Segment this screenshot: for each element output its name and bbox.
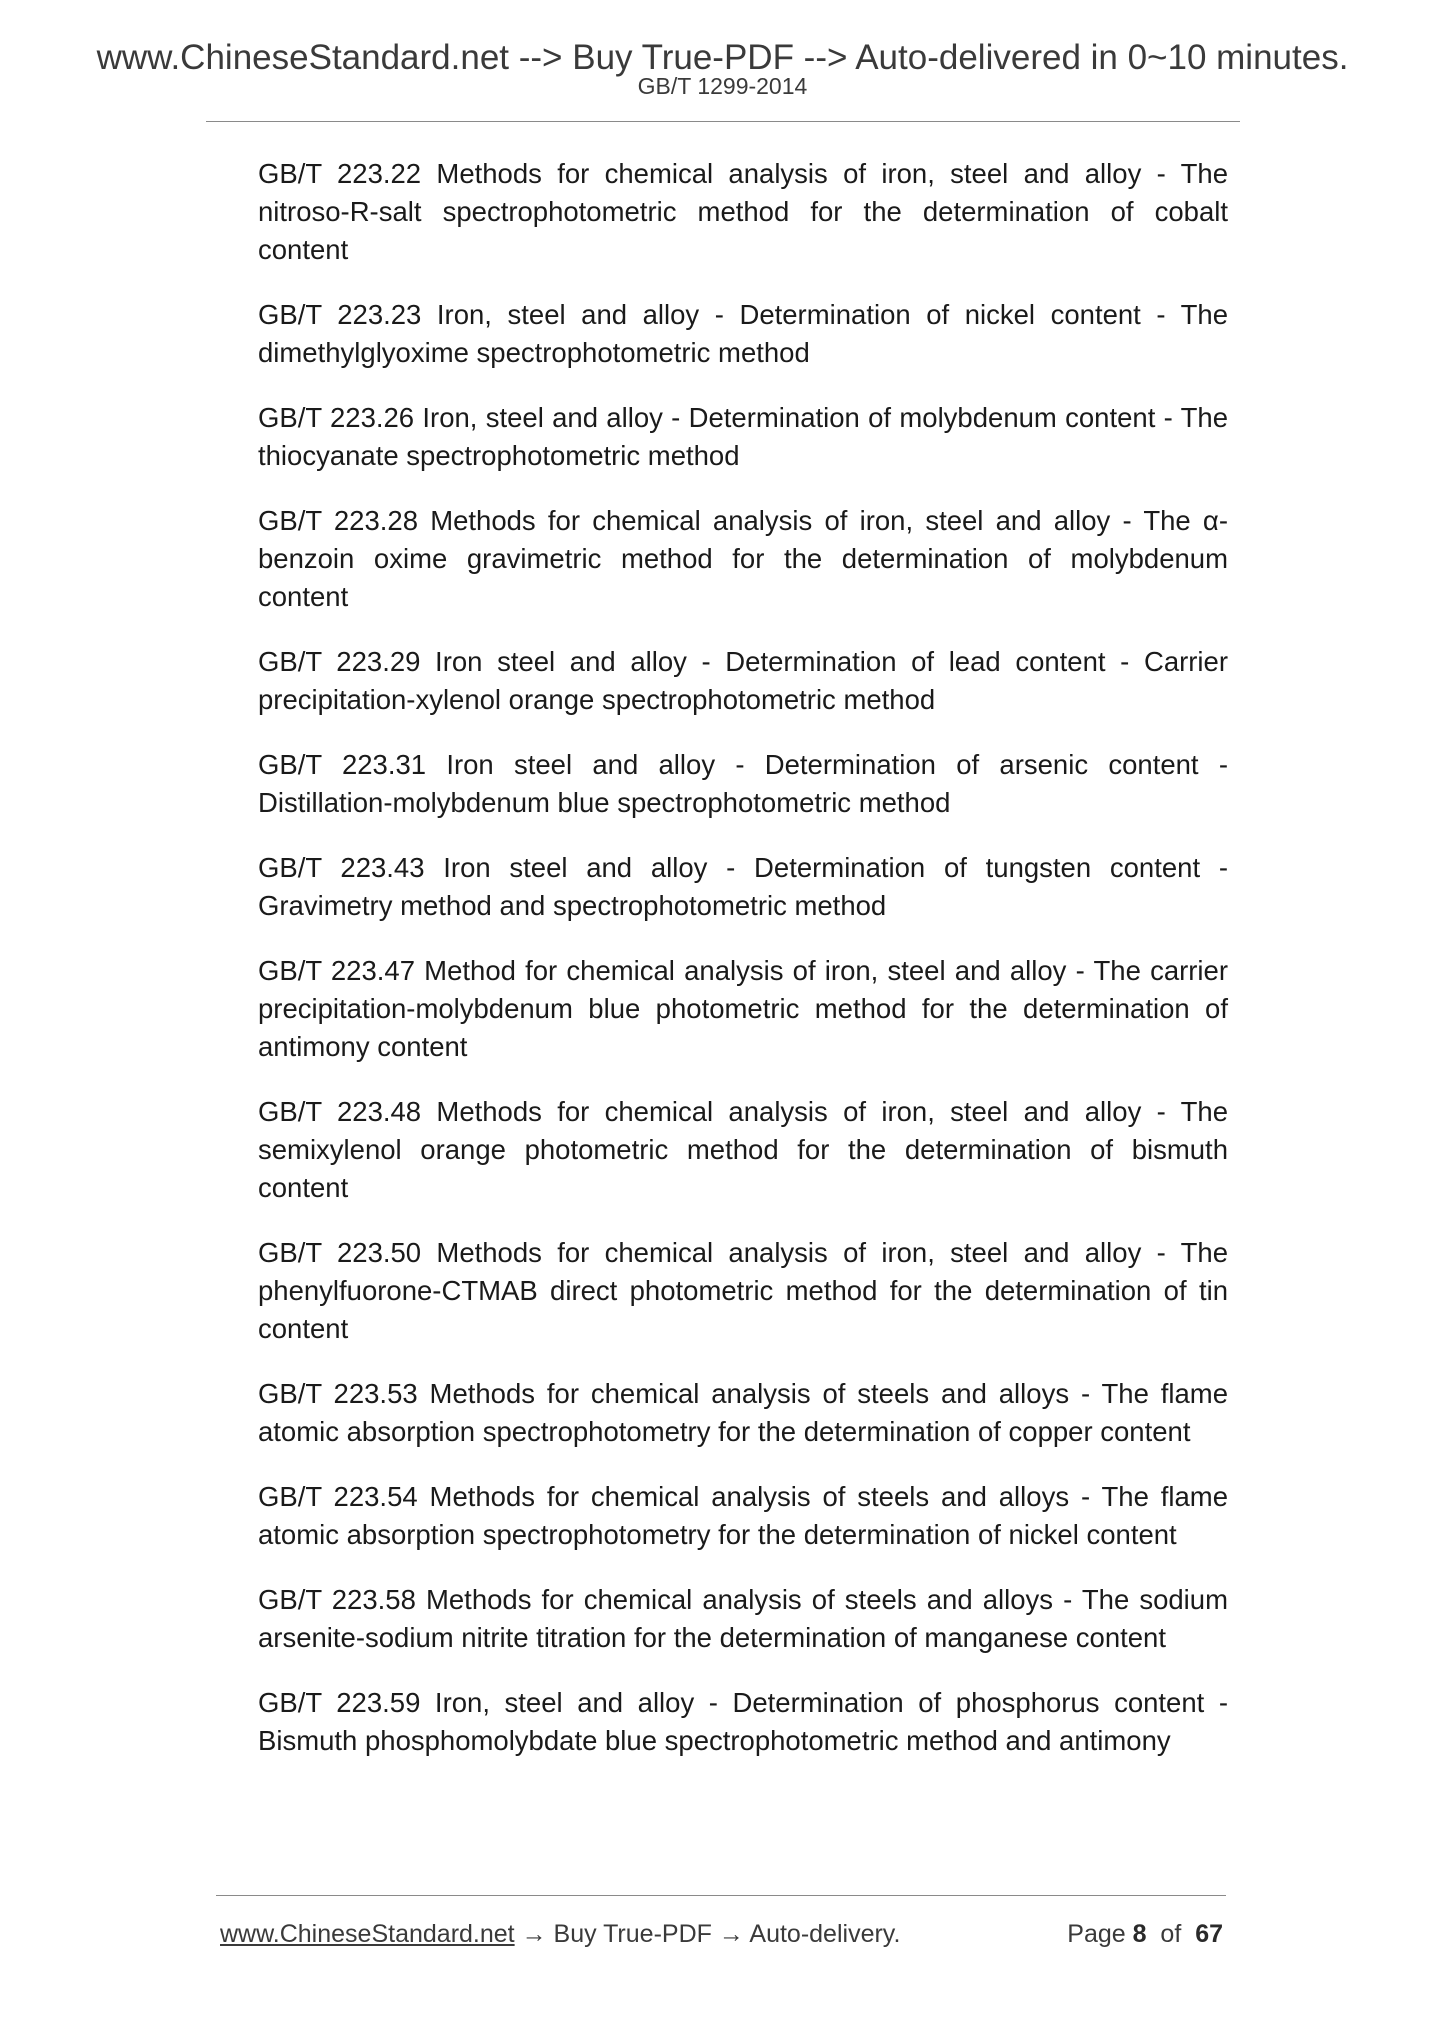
footer-divider bbox=[216, 1895, 1226, 1896]
footer-promo bbox=[220, 1917, 900, 1951]
footer-tagline: → Buy True-PDF → Auto-delivery. bbox=[514, 1920, 901, 1948]
reference-item: GB/T 223.53 Methods for chemical analysis of steels and alloys - The flame atomic absorption spectrophotometry for the determination of copper content bbox=[258, 1378, 1228, 1447]
header-divider bbox=[206, 121, 1240, 122]
reference-item: GB/T 223.48 Methods for chemical analysis of iron, steel and alloy - The semixylenol orange photometric method for the determination of bismuth content bbox=[258, 1096, 1228, 1203]
reference-item: GB/T 223.54 Methods for chemical analysis of steels and alloys - The flame atomic absorption spectrophotometry for the determination of nickel content bbox=[258, 1481, 1228, 1550]
reference-item: GB/T 223.47 Method for chemical analysis of iron, steel and alloy - The carrier precipitation-molybdenum blue photometric method for the determination of antimony content bbox=[258, 955, 1228, 1062]
standard-code: GB/T 1299-2014 bbox=[637, 73, 808, 99]
page-number bbox=[1067, 1917, 1223, 1951]
reference-item: GB/T 223.22 Methods for chemical analysis of iron, steel and alloy - The nitroso-R-salt spectrophotometric method for the determination of cobalt content bbox=[258, 158, 1228, 265]
reference-item: GB/T 223.23 Iron, steel and alloy - Determination of nickel content - The dimethylglyoxime spectrophotometric method bbox=[258, 299, 1228, 368]
header-banner: www.ChineseStandard.net --> Buy True-PDF --> Auto-delivered in 0~10 minutes. bbox=[96, 38, 1349, 77]
page-current: 8 bbox=[1132, 1920, 1147, 1948]
page-label: Page bbox=[1067, 1920, 1126, 1948]
page-of: of bbox=[1160, 1920, 1182, 1948]
footer-site-link[interactable]: www.ChineseStandard.net bbox=[220, 1920, 515, 1948]
reference-item: GB/T 223.59 Iron, steel and alloy - Determination of phosphorus content - Bismuth phosphomolybdate blue spectrophotometric method and antimony bbox=[258, 1687, 1228, 1756]
reference-item: GB/T 223.29 Iron steel and alloy - Determination of lead content - Carrier precipitation-xylenol orange spectrophotometric method bbox=[258, 646, 1228, 715]
page-total: 67 bbox=[1195, 1920, 1223, 1948]
reference-item: GB/T 223.28 Methods for chemical analysis of iron, steel and alloy - The α-benzoin oxime gravimetric method for the determination of molybdenum content bbox=[258, 505, 1228, 612]
references-list bbox=[258, 155, 1228, 1787]
reference-item: GB/T 223.58 Methods for chemical analysis of steels and alloys - The sodium arsenite-sodium nitrite titration for the determination of manganese content bbox=[258, 1584, 1228, 1653]
reference-item: GB/T 223.50 Methods for chemical analysis of iron, steel and alloy - The phenylfuorone-CTMAB direct photometric method for the determination of tin content bbox=[258, 1237, 1228, 1344]
page-footer bbox=[220, 1917, 1223, 1951]
reference-item: GB/T 223.26 Iron, steel and alloy - Determination of molybdenum content - The thiocyanate spectrophotometric method bbox=[258, 402, 1228, 471]
reference-item: GB/T 223.31 Iron steel and alloy - Determination of arsenic content - Distillation-molybdenum blue spectrophotometric method bbox=[258, 749, 1228, 818]
reference-item: GB/T 223.43 Iron steel and alloy - Determination of tungsten content - Gravimetry method and spectrophotometric method bbox=[258, 852, 1228, 921]
